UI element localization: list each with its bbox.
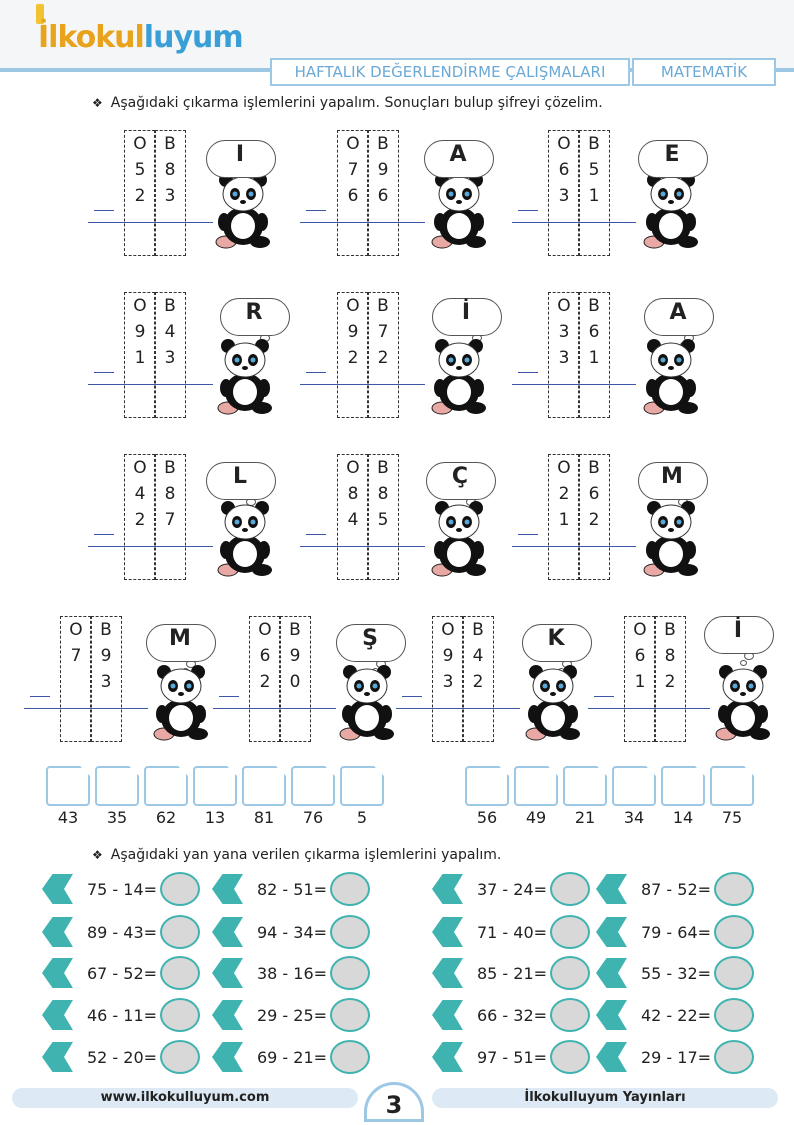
answer-box[interactable] (563, 766, 607, 806)
digit: 6 (588, 484, 600, 504)
instruction-1: ❖ Aşağıdaki çıkarma işlemlerini yapalım. Sonuçları bulup şifreyi çözelim. (92, 95, 603, 111)
cipher-letter: A (449, 142, 467, 167)
column-header-b: B (164, 296, 176, 316)
digit: 7 (347, 160, 359, 180)
subtraction-expression: 97 - 51= (476, 1048, 548, 1067)
digit: 1 (588, 186, 600, 206)
subtraction-expression: 37 - 24= (476, 880, 548, 899)
subtraction-pill (42, 1040, 202, 1074)
answer-box[interactable] (291, 766, 335, 806)
result-line (512, 384, 636, 385)
panda-icon (428, 500, 490, 578)
minus-sign (30, 696, 50, 697)
answer-circle[interactable] (714, 998, 754, 1032)
panda-icon (214, 500, 276, 578)
cipher-letter: R (245, 300, 263, 325)
column-header-o: O (557, 458, 571, 478)
subtraction-pill (432, 998, 592, 1032)
subtraction-pill (212, 956, 372, 990)
digit: 0 (289, 672, 301, 692)
digit: 4 (164, 322, 176, 342)
answer-box[interactable] (144, 766, 188, 806)
column-header-b: B (664, 620, 676, 640)
column-header-o: O (633, 620, 647, 640)
cipher-letter: K (547, 626, 565, 651)
answer-code: 75 (721, 808, 743, 827)
answer-circle[interactable] (550, 998, 590, 1032)
result-line (300, 222, 425, 223)
subtraction-expression: 52 - 20= (86, 1048, 158, 1067)
cipher-letter: İ (461, 300, 471, 325)
result-line (396, 708, 520, 709)
answer-code: 14 (672, 808, 694, 827)
thought-cloud (638, 290, 718, 344)
column-header-b: B (472, 620, 484, 640)
answer-code: 13 (204, 808, 226, 827)
digit: 3 (558, 186, 570, 206)
answer-circle[interactable] (330, 872, 370, 906)
column-header-o: O (557, 134, 571, 154)
panda-icon (640, 172, 702, 250)
answer-circle[interactable] (330, 998, 370, 1032)
answer-box[interactable] (193, 766, 237, 806)
column-header-o: O (346, 134, 360, 154)
digit: 7 (377, 322, 389, 342)
digit: 3 (442, 672, 454, 692)
subtraction-pill (596, 956, 756, 990)
subtraction-expression: 66 - 32= (476, 1006, 548, 1025)
minus-sign (518, 372, 538, 373)
subtraction-expression: 67 - 52= (86, 964, 158, 983)
result-line (588, 708, 710, 709)
subtraction-expression: 75 - 14= (86, 880, 158, 899)
column-header-o: O (69, 620, 83, 640)
logo: İlkokulluyum (38, 20, 243, 55)
subtraction-expression: 29 - 17= (640, 1048, 712, 1067)
digit: 1 (134, 348, 146, 368)
panda-icon (214, 338, 276, 416)
cipher-letter: Ş (362, 626, 378, 651)
answer-code: 43 (57, 808, 79, 827)
result-line (512, 222, 636, 223)
subtraction-expression: 85 - 21= (476, 964, 548, 983)
digit: 3 (164, 348, 176, 368)
answer-circle[interactable] (160, 1040, 200, 1074)
digit: 3 (558, 322, 570, 342)
digit: 3 (558, 348, 570, 368)
answer-code: 5 (356, 808, 368, 827)
minus-sign (219, 696, 239, 697)
page-title: HAFTALIK DEĞERLENDİRME ÇALIŞMALARI (270, 58, 630, 86)
digit: 2 (134, 186, 146, 206)
answer-code: 34 (623, 808, 645, 827)
result-line (88, 384, 213, 385)
digit: 7 (70, 646, 82, 666)
subtraction-pill (596, 872, 756, 906)
column-header-o: O (557, 296, 571, 316)
digit: 8 (347, 484, 359, 504)
subtraction-expression: 55 - 32= (640, 964, 712, 983)
digit: 8 (164, 484, 176, 504)
column-header-b: B (588, 458, 600, 478)
cipher-letter: M (661, 464, 683, 489)
digit: 5 (377, 510, 389, 530)
answer-box[interactable] (612, 766, 656, 806)
answer-code: 56 (476, 808, 498, 827)
digit: 9 (100, 646, 112, 666)
digit: 4 (472, 646, 484, 666)
thought-cloud (140, 616, 220, 670)
subtraction-expression: 87 - 52= (640, 880, 712, 899)
answer-circle[interactable] (714, 872, 754, 906)
answer-circle[interactable] (550, 915, 590, 949)
digit: 1 (588, 348, 600, 368)
digit: 6 (259, 646, 271, 666)
cipher-letter: Ç (451, 464, 469, 489)
column-header-b: B (377, 134, 389, 154)
minus-sign (306, 210, 326, 211)
panda-icon (336, 664, 398, 742)
thought-cloud (330, 616, 410, 670)
cipher-letter: L (232, 464, 248, 489)
subtraction-pill (596, 1040, 756, 1074)
subtraction-expression: 94 - 34= (256, 923, 328, 942)
subtraction-pill (596, 915, 756, 949)
answer-circle[interactable] (550, 872, 590, 906)
answer-box[interactable] (242, 766, 286, 806)
minus-sign (94, 372, 114, 373)
subtraction-pill (432, 1040, 592, 1074)
digit: 6 (377, 186, 389, 206)
cipher-letter: I (235, 142, 245, 167)
column-header-b: B (289, 620, 301, 640)
digit: 9 (442, 646, 454, 666)
subtraction-pill (42, 915, 202, 949)
subtraction-expression: 89 - 43= (86, 923, 158, 942)
cipher-letter: E (664, 142, 680, 167)
subtraction-pill (212, 1040, 372, 1074)
digit: 1 (634, 672, 646, 692)
subtraction-pill (42, 998, 202, 1032)
digit: 2 (134, 510, 146, 530)
subtraction-pill (212, 998, 372, 1032)
digit: 6 (347, 186, 359, 206)
result-line (300, 384, 425, 385)
digit: 2 (664, 672, 676, 692)
answer-code: 76 (302, 808, 324, 827)
subtraction-expression: 82 - 51= (256, 880, 328, 899)
panda-icon (640, 500, 702, 578)
subtraction-expression: 46 - 11= (86, 1006, 158, 1025)
minus-sign (518, 534, 538, 535)
publisher-label: İlkokulluyum Yayınları (432, 1088, 778, 1108)
digit: 2 (588, 510, 600, 530)
answer-box[interactable] (710, 766, 754, 806)
answer-circle[interactable] (160, 956, 200, 990)
subtraction-pill (212, 915, 372, 949)
digit: 2 (259, 672, 271, 692)
column-header-b: B (377, 458, 389, 478)
digit: 3 (164, 186, 176, 206)
answer-circle[interactable] (550, 1040, 590, 1074)
column-header-o: O (441, 620, 455, 640)
subtraction-expression: 29 - 25= (256, 1006, 328, 1025)
minus-sign (518, 210, 538, 211)
digit: 2 (558, 484, 570, 504)
digit: 9 (377, 160, 389, 180)
result-line (300, 546, 425, 547)
digit: 6 (558, 160, 570, 180)
panda-icon (640, 338, 702, 416)
digit: 5 (588, 160, 600, 180)
result-line (24, 708, 148, 709)
answer-box[interactable] (514, 766, 558, 806)
panda-icon (712, 664, 774, 742)
answer-circle[interactable] (330, 956, 370, 990)
digit: 8 (377, 484, 389, 504)
minus-sign (594, 696, 614, 697)
subtraction-expression: 42 - 22= (640, 1006, 712, 1025)
answer-code: 49 (525, 808, 547, 827)
column-header-o: O (133, 458, 147, 478)
column-header-o: O (258, 620, 272, 640)
cipher-letter: M (169, 626, 191, 651)
subtraction-pill (432, 956, 592, 990)
digit: 9 (347, 322, 359, 342)
digit: 2 (377, 348, 389, 368)
answer-box[interactable] (465, 766, 509, 806)
minus-sign (94, 534, 114, 535)
answer-box[interactable] (661, 766, 705, 806)
answer-circle[interactable] (160, 915, 200, 949)
digit: 4 (134, 484, 146, 504)
answer-box[interactable] (46, 766, 90, 806)
digit: 2 (472, 672, 484, 692)
answer-box[interactable] (95, 766, 139, 806)
answer-code: 62 (155, 808, 177, 827)
subtraction-pill (432, 915, 592, 949)
column-header-b: B (164, 134, 176, 154)
subtraction-pill (212, 872, 372, 906)
panda-icon (522, 664, 584, 742)
digit: 6 (634, 646, 646, 666)
subtraction-expression: 71 - 40= (476, 923, 548, 942)
website-label: www.ilkokulluyum.com (12, 1088, 358, 1108)
result-line (88, 546, 213, 547)
column-header-b: B (588, 296, 600, 316)
minus-sign (94, 210, 114, 211)
answer-circle[interactable] (160, 998, 200, 1032)
digit: 1 (558, 510, 570, 530)
panda-icon (150, 664, 212, 742)
panda-icon (212, 172, 274, 250)
panda-icon (428, 172, 490, 250)
column-header-o: O (133, 134, 147, 154)
cipher-letter: A (669, 300, 687, 325)
cipher-letter: İ (733, 618, 743, 643)
answer-circle[interactable] (330, 1040, 370, 1074)
page-number: 3 (364, 1082, 424, 1122)
subtraction-pill (596, 998, 756, 1032)
subtraction-pill (42, 872, 202, 906)
answer-code: 21 (574, 808, 596, 827)
minus-sign (402, 696, 422, 697)
subtraction-pill (42, 956, 202, 990)
digit: 8 (664, 646, 676, 666)
digit: 5 (134, 160, 146, 180)
column-header-b: B (377, 296, 389, 316)
result-line (512, 546, 636, 547)
instruction-2: ❖ Aşağıdaki yan yana verilen çıkarma işlemlerini yapalım. (92, 847, 502, 863)
column-header-b: B (100, 620, 112, 640)
digit: 2 (347, 348, 359, 368)
answer-circle[interactable] (550, 956, 590, 990)
result-line (88, 222, 213, 223)
answer-box[interactable] (340, 766, 384, 806)
digit: 7 (164, 510, 176, 530)
digit: 3 (100, 672, 112, 692)
minus-sign (306, 534, 326, 535)
subtraction-pill (432, 872, 592, 906)
answer-code: 35 (106, 808, 128, 827)
answer-circle[interactable] (714, 956, 754, 990)
digit: 6 (588, 322, 600, 342)
digit: 9 (289, 646, 301, 666)
result-line (213, 708, 336, 709)
subtraction-expression: 69 - 21= (256, 1048, 328, 1067)
subtraction-expression: 79 - 64= (640, 923, 712, 942)
column-header-o: O (346, 458, 360, 478)
column-header-b: B (164, 458, 176, 478)
digit: 4 (347, 510, 359, 530)
thought-cloud (214, 290, 294, 344)
digit: 9 (134, 322, 146, 342)
column-header-o: O (133, 296, 147, 316)
digit: 8 (164, 160, 176, 180)
column-header-o: O (346, 296, 360, 316)
subtraction-expression: 38 - 16= (256, 964, 328, 983)
panda-icon (428, 338, 490, 416)
thought-cloud (516, 616, 596, 670)
answer-circle[interactable] (714, 1040, 754, 1074)
thought-cloud (698, 608, 778, 662)
column-header-b: B (588, 134, 600, 154)
subject-label: MATEMATİK (632, 58, 776, 86)
answer-code: 81 (253, 808, 275, 827)
answer-circle[interactable] (714, 915, 754, 949)
answer-circle[interactable] (330, 915, 370, 949)
answer-circle[interactable] (160, 872, 200, 906)
minus-sign (306, 372, 326, 373)
thought-cloud (426, 290, 506, 344)
